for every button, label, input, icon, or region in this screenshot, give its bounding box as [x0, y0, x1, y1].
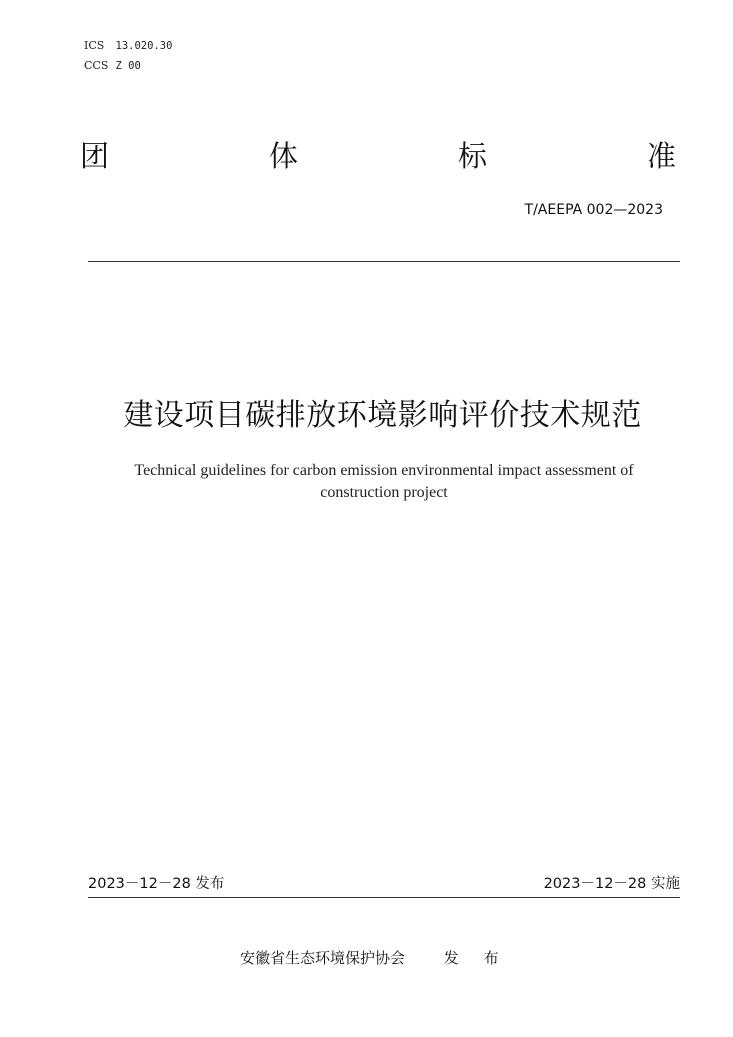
implement-date: 2023－12－28 实施: [543, 876, 680, 892]
ics-label: ICS: [84, 39, 105, 52]
ccs-value: Z 00: [115, 60, 141, 72]
publisher-line: [240, 946, 509, 970]
ics-row: [84, 36, 172, 56]
date-row: [88, 873, 680, 895]
publisher-name: 安徽省生态环境保护协会: [240, 949, 406, 967]
document-title-english: Technical guidelines for carbon emission environmental impact assessment of construction project: [134, 462, 634, 501]
publish-date: 2023－12－28 发布: [88, 876, 225, 892]
classification-codes: [84, 36, 172, 76]
ccs-row: [84, 56, 172, 76]
top-divider: [88, 261, 680, 262]
standard-type-heading: [80, 136, 676, 176]
standard-type-char: 团: [80, 139, 110, 173]
standard-type-char: 标: [457, 139, 487, 173]
ccs-label: CCS: [84, 59, 109, 72]
ics-value: 13.020.30: [115, 40, 173, 52]
standard-number: T/AEEPA 002—2023: [524, 202, 663, 218]
standard-type-char: 体: [268, 139, 298, 173]
publisher-action: 发 布: [443, 949, 509, 967]
standard-type-char: 准: [646, 139, 676, 173]
bottom-divider: [88, 897, 680, 898]
document-title-chinese: 建设项目碳排放环境影响评价技术规范: [123, 398, 642, 433]
